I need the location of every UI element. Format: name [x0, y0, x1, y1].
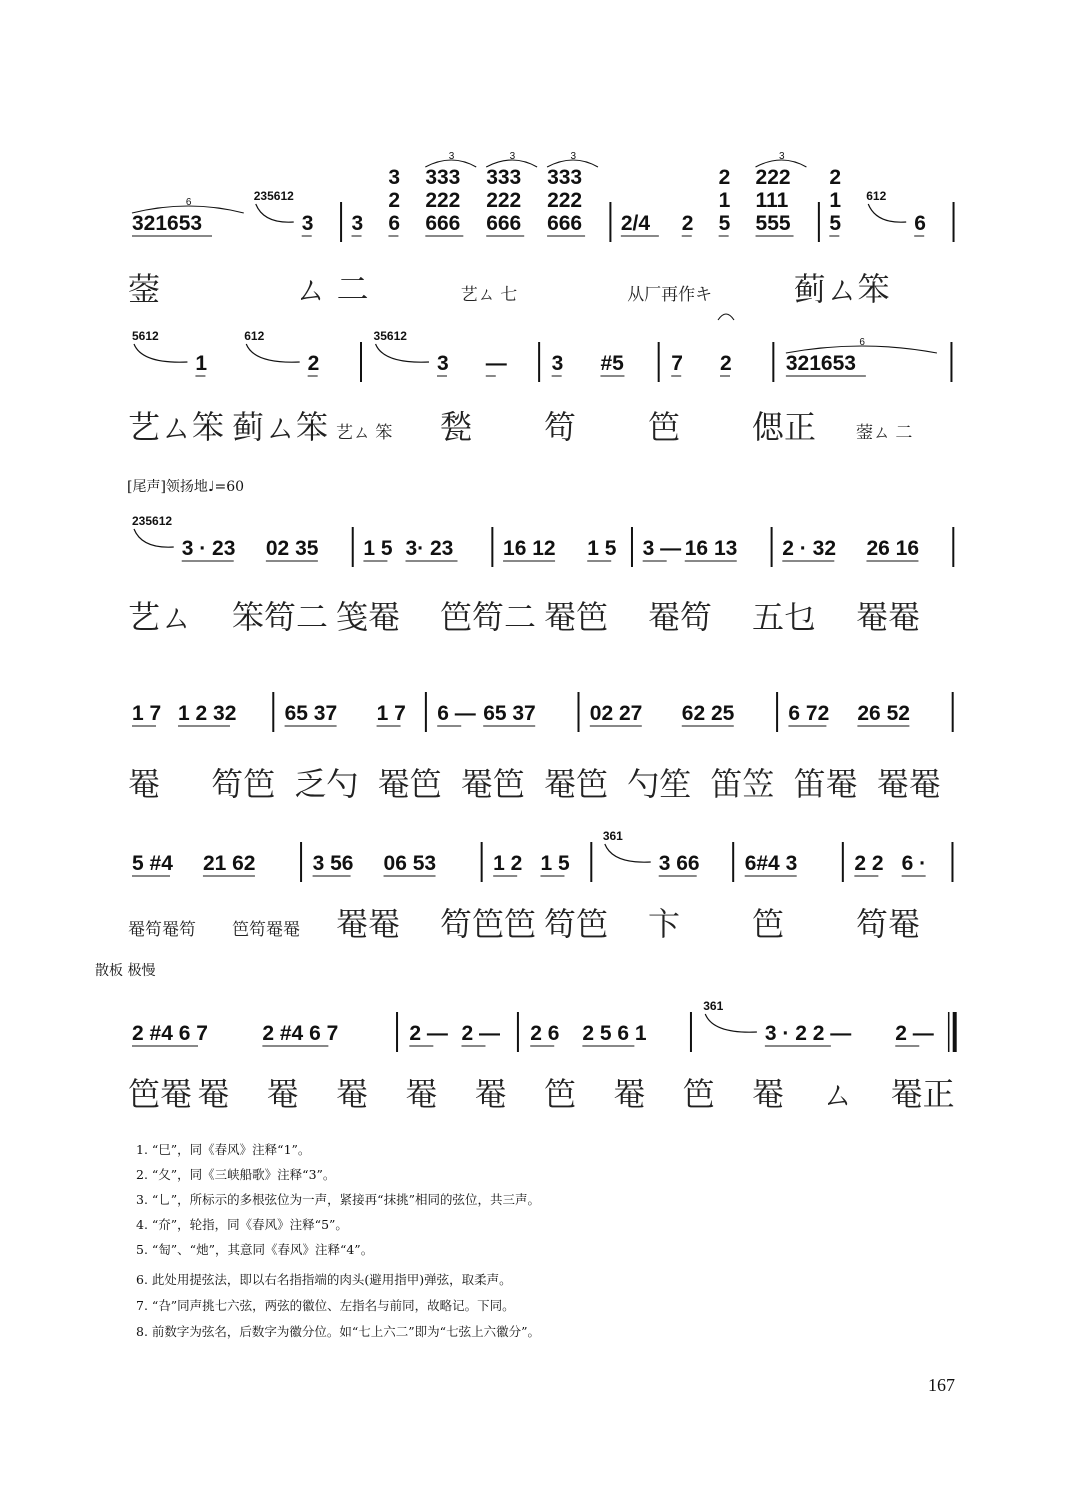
jianpu-upper-note: 111: [755, 189, 789, 212]
jianpu-note: 3: [436, 352, 449, 375]
tuplet-number: 6: [859, 337, 865, 348]
jianzipu-glyph: 笆: [682, 1075, 715, 1113]
jianpu-upper-note: 222: [486, 189, 522, 212]
jianpu-upper-note: 333: [486, 166, 522, 189]
jianpu-note: 2: [307, 352, 320, 375]
grace-notes: 35612: [373, 329, 407, 343]
jianpu-note: 02 27: [589, 702, 643, 725]
jianpu-note: 2 5 6 1: [582, 1022, 647, 1045]
jianpu-note: 16 13: [684, 537, 738, 560]
tuplet-number: 3: [778, 151, 785, 162]
jianzipu-glyph: 罨笆: [460, 765, 525, 803]
jianpu-upper-note: 3: [388, 166, 401, 189]
jianpu-note: 666: [547, 212, 583, 235]
jianpu-note: 2: [720, 352, 732, 375]
fermata: [718, 314, 734, 320]
grace-slur: [705, 1014, 757, 1032]
jianpu-note: 1 7: [376, 702, 406, 725]
grace-notes: 361: [602, 829, 623, 843]
jianzipu-glyph: 罨笆: [377, 765, 442, 803]
jianpu-note: 21 62: [202, 852, 256, 875]
jianzipu-glyph: 笆: [544, 1075, 577, 1113]
page-number: 167: [928, 1375, 955, 1395]
jianzipu-glyph: 笺罨: [336, 598, 401, 636]
jianzipu-glyph: 罨罨: [856, 598, 921, 636]
jianzipu-glyph: 笱笆: [544, 905, 609, 943]
jianpu-upper-note: 222: [755, 166, 791, 189]
jianzipu-glyph: 笛笠: [710, 765, 775, 803]
jianzipu-glyph: 蓟ㄙ笨: [793, 270, 890, 308]
grace-notes: 235612: [253, 189, 294, 203]
jianpu-note: 2 —: [409, 1022, 448, 1045]
jianpu-note: 6#4 3: [744, 852, 798, 875]
grace-notes: 612: [244, 329, 265, 343]
jianzipu-glyph: 笱罨: [856, 905, 921, 943]
jianpu-note: 26 16: [866, 537, 920, 560]
jianzipu-glyph: 卞: [648, 905, 681, 943]
jianpu-note: 02 35: [265, 537, 319, 560]
tuplet-number: 3: [448, 151, 455, 162]
jianpu-upper-note: 333: [425, 166, 461, 189]
footnote-5: 5. “匋”、“灺”，其意同《春风》注释“4”。: [136, 1242, 374, 1257]
jianzipu-glyph: 笨笱二: [232, 598, 329, 636]
jianzipu-glyph: 罨笱: [648, 598, 713, 636]
jianzipu-glyph: ㄙ: [821, 1075, 854, 1113]
footnote-8: 8. 前数字为弦名，后数字为徽分位。如“七上六二”即为“七弦上六徽分”。: [136, 1324, 540, 1339]
jianzipu-glyph: 罨: [405, 1075, 438, 1113]
jianzipu-glyph: 罨: [197, 1075, 230, 1113]
jianpu-note: 666: [486, 212, 522, 235]
jianzipu-glyph: 罨正: [890, 1075, 955, 1113]
jianpu-note: 1: [195, 352, 208, 375]
jianpu-note: 2 2: [854, 852, 884, 875]
jianpu-note: 2: [681, 212, 694, 235]
jianpu-note: 06 53: [383, 852, 437, 875]
jianzipu-glyph: 笱: [544, 408, 577, 446]
jianzipu-glyph: 蓟ㄙ笨: [232, 408, 329, 446]
jianpu-upper-note: 1: [829, 189, 842, 212]
jianpu-note: 62 25: [681, 702, 735, 725]
jianpu-note: 26 52: [857, 702, 910, 725]
jianzipu-glyph: 笛罨: [793, 765, 858, 803]
jianpu-note: 6 72: [788, 702, 830, 725]
tuplet-number: 6: [185, 197, 192, 208]
jianpu-note: 2 #4 6 7: [132, 1022, 208, 1045]
jianzipu-glyph: ㄙ 二: [294, 270, 369, 308]
jianpu-note: 2 6: [530, 1022, 560, 1045]
jianzipu-glyph: 笆笱罨罨: [232, 920, 300, 940]
jianpu-upper-note: 2: [388, 189, 401, 212]
jianpu-note: 2 #4 6 7: [262, 1022, 339, 1045]
jianzipu-glyph: 艺ㄙ 七: [460, 285, 518, 305]
jianzipu-glyph: 罨: [336, 1075, 369, 1113]
jianpu-note: 3 · 2 2 —: [764, 1022, 852, 1045]
jianpu-upper-note: 1: [718, 189, 731, 212]
jianpu-note: 5: [718, 212, 731, 235]
jianzipu-glyph: 笆罨: [128, 1075, 193, 1113]
jianpu-note: 3: [301, 212, 314, 235]
jianpu-note: 65 37: [483, 702, 536, 725]
grace-slur: [868, 204, 906, 222]
grace-notes: 612: [866, 189, 887, 203]
tempo-markings: 散板 极慢: [95, 963, 156, 979]
jianzipu-glyph: 罨笆: [544, 598, 609, 636]
grace-slur: [134, 344, 187, 362]
jianzipu-glyph: 罨: [128, 765, 161, 803]
grace-notes: 235612: [132, 514, 173, 528]
jianpu-note: 3: [351, 212, 364, 235]
jianpu-note: —: [485, 352, 507, 375]
jianpu-note: 321653: [132, 212, 203, 235]
jianzipu-glyph: 蓥: [128, 270, 161, 308]
jianpu-upper-note: 2: [718, 166, 731, 189]
jianpu-note: 3 66: [658, 852, 700, 875]
jianpu-upper-note: 222: [425, 189, 461, 212]
footnote-6: 6. 此处用提弦法，即以右名指指端的肉头(避用指甲)弹弦，取柔声。: [136, 1272, 512, 1287]
jianpu-note: 5: [829, 212, 842, 235]
jianzipu-glyph: 罨罨: [876, 765, 941, 803]
grace-notes: 361: [703, 999, 724, 1013]
jianzipu-glyph: 艺ㄙ笨: [128, 408, 225, 446]
jianzipu-glyph: 笆: [752, 905, 785, 943]
jianpu-upper-note: 333: [547, 166, 583, 189]
jianpu-note: 555: [755, 212, 791, 235]
jianzipu-glyph: 笆笱二: [440, 598, 537, 636]
jianpu-note: 65 37: [284, 702, 338, 725]
jianpu-note: 16 12: [503, 537, 556, 560]
jianpu-upper-note: 222: [547, 189, 583, 212]
jianpu-note: 2 —: [461, 1022, 500, 1045]
jianpu-note: 6: [914, 212, 926, 235]
grace-slur: [605, 844, 651, 862]
jianpu-note: 3· 23: [405, 537, 454, 560]
jianpu-note: 3 56: [312, 852, 354, 875]
grace-slur: [376, 344, 429, 362]
jianzipu-glyph: 从厂再作キ: [627, 285, 713, 305]
jianzipu-glyph: 罨笆: [544, 765, 609, 803]
jianpu-note: #5: [600, 352, 624, 375]
jianzipu-glyph: 偲正: [752, 408, 817, 446]
tuplet-number: 3: [570, 151, 577, 162]
jianzipu-glyph: 甃: [440, 408, 473, 446]
jianzipu-glyph: 乏勺: [294, 765, 359, 803]
jianpu-note: 1 2 32: [177, 702, 237, 725]
jianzipu-glyph: 笱笆笆: [440, 905, 537, 943]
grace-notes: 5612: [132, 329, 159, 343]
jianpu-note: 1 5: [587, 537, 617, 560]
jianpu-upper-note: 2: [829, 166, 842, 189]
jianpu-note: 7: [671, 352, 683, 375]
grace-slur: [134, 529, 174, 547]
grace-slur: [256, 204, 294, 222]
footnote-4: 4. “夼”，轮指，同《春风》注释“5”。: [136, 1217, 348, 1232]
jianzipu-glyph: 罨: [474, 1075, 507, 1113]
jianpu-note: 1 5: [540, 852, 570, 875]
jianzipu-glyph: 罨罨: [336, 905, 401, 943]
jianzipu-glyph: 笱笆: [211, 765, 276, 803]
jianzipu-glyph: 笆: [648, 408, 681, 446]
jianpu-note: 1 7: [132, 702, 162, 725]
section-heading: [127, 476, 244, 496]
jianpu-note: 2/4: [620, 212, 651, 235]
jianzipu-glyph: 罨笱罨笱: [128, 920, 196, 940]
jianpu-note: 6 ·: [901, 852, 927, 875]
jianzipu-glyph: 罨: [613, 1075, 646, 1113]
jianzipu-glyph: 艺ㄙ: [128, 598, 193, 636]
tempo-mark: ♩=60: [207, 479, 245, 495]
jianpu-note: 2 · 32: [782, 537, 837, 560]
jianpu-note: 2 —: [895, 1022, 934, 1045]
jianpu-note: 6 —: [437, 702, 476, 725]
footnote-1: 1. “巳”，同《春风》注释“1”。: [136, 1142, 311, 1157]
jianpu-note: 3: [551, 352, 564, 375]
jianzipu-glyph: 勺笙: [627, 765, 692, 803]
jianpu-note: 321653: [785, 352, 856, 375]
tuplet-number: 3: [509, 151, 516, 162]
footnote-7: 7. “叴”同声挑七六弦，两弦的徽位、左指名与前同，故略记。下同。: [136, 1298, 515, 1313]
jianpu-note: 5 #4: [132, 852, 173, 875]
jianzipu-glyph: 艺ㄙ 笨: [336, 423, 393, 443]
section-label: [尾声]领扬地: [127, 479, 208, 495]
jianzipu-glyph: 罨: [752, 1075, 785, 1113]
jianpu-note: 3 —: [642, 537, 682, 560]
jianzipu-glyph: 蓥ㄙ 二: [856, 423, 913, 443]
jianpu-note: 3 · 23: [181, 537, 236, 560]
grace-slur: [246, 344, 299, 362]
jianpu-note: 1 5: [363, 537, 393, 560]
footnote-3: 3. “乚”，所标示的多根弦位为一声，紧接再“抹挑”相同的弦位，共三声。: [136, 1192, 540, 1207]
jianzipu-glyph: 罨: [266, 1075, 299, 1113]
jianpu-note: 1 2: [493, 852, 523, 875]
jianpu-note: 666: [425, 212, 461, 235]
footnote-2: 2. “夂”，同《三峡船歌》注释“3”。: [136, 1167, 336, 1182]
jianpu-note: 6: [388, 212, 401, 235]
jianzipu-glyph: 五乜: [752, 598, 817, 636]
